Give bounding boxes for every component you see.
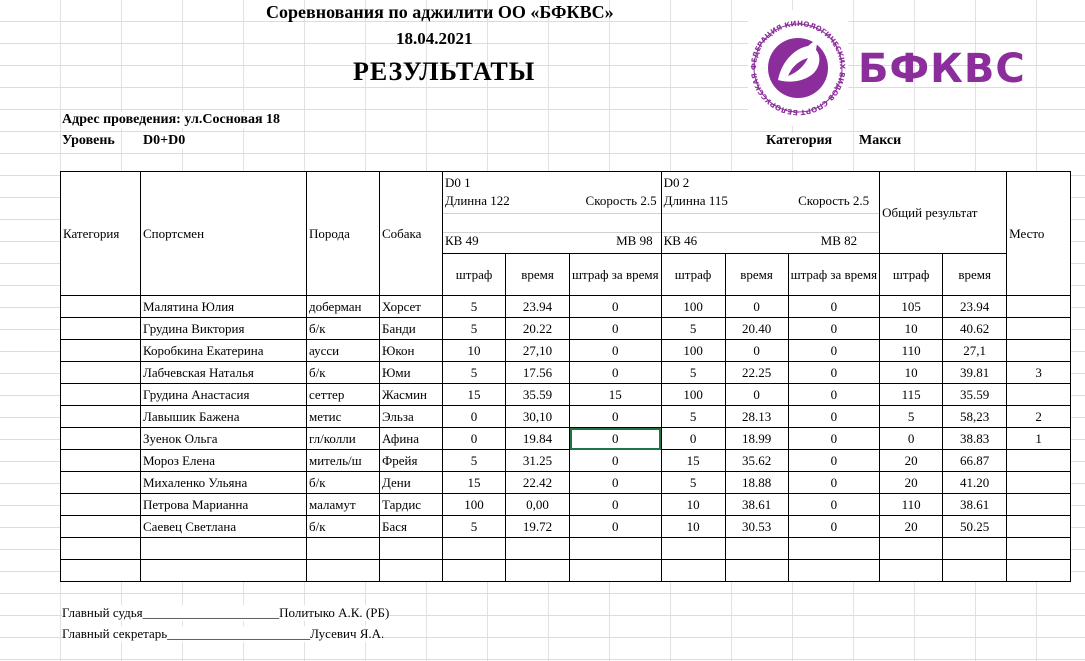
cell-total-penalty[interactable]: 5 — [880, 406, 943, 428]
table-row — [61, 296, 1071, 318]
cell-total-time[interactable]: 38.83 — [943, 428, 1007, 450]
header-run2-time: время — [725, 254, 788, 296]
header-total: Общий результат — [880, 172, 1007, 254]
cell-place[interactable] — [1007, 340, 1071, 362]
cell-total-penalty[interactable]: 115 — [880, 384, 943, 406]
cell-place[interactable] — [1007, 384, 1071, 406]
cell-run2-penalty[interactable]: 100 — [661, 384, 725, 406]
cell-run2-time-penalty[interactable]: 0 — [788, 296, 880, 318]
cell-run2-time[interactable]: 18.88 — [725, 472, 788, 494]
table-row — [61, 428, 1071, 450]
cell-total-time[interactable]: 38.61 — [943, 494, 1007, 516]
cell-run1-penalty[interactable]: 100 — [443, 494, 506, 516]
cell-run2-penalty[interactable]: 5 — [661, 318, 725, 340]
header-athlete: Спортсмен — [141, 172, 307, 296]
cell-dog[interactable]: Тардис — [380, 494, 443, 516]
cell-athlete[interactable]: Коробкина Екатерина — [141, 340, 307, 362]
cell-total-penalty[interactable]: 0 — [880, 428, 943, 450]
cell-breed[interactable]: маламут — [307, 494, 380, 516]
cell-category[interactable] — [61, 318, 141, 340]
cell-run2-penalty[interactable]: 5 — [661, 362, 725, 384]
logo-ring-text: БЕЛОРУССКАЯ ФЕДЕРАЦИЯ КИНОЛОГИЧЕСКИХ ВИДОВ СПОРТ — [748, 18, 848, 118]
cell-place[interactable] — [1007, 516, 1071, 538]
cell-run1-time[interactable]: 23.94 — [506, 296, 570, 318]
header-run1-penalty: штраф — [443, 254, 506, 296]
cell-category[interactable] — [61, 472, 141, 494]
cell-category[interactable] — [61, 296, 141, 318]
cell-category[interactable] — [61, 450, 141, 472]
run1-speed: Скорость 2.5 — [585, 193, 657, 208]
cell-run1-penalty[interactable]: 15 — [443, 384, 506, 406]
cell-run1-time[interactable]: 31.25 — [506, 450, 570, 472]
cell-athlete[interactable]: Михаленко Ульяна — [141, 472, 307, 494]
cell-athlete[interactable]: Саевец Светлана — [141, 516, 307, 538]
cell-place[interactable] — [1007, 296, 1071, 318]
run1-title: D0 1 — [445, 175, 471, 190]
cell-category[interactable] — [61, 516, 141, 538]
cell-run2-penalty[interactable]: 100 — [661, 296, 725, 318]
cell-run2-time-penalty[interactable] — [788, 538, 880, 560]
cell-run2-time-penalty[interactable]: 0 — [788, 384, 880, 406]
cell-breed[interactable]: аусси — [307, 340, 380, 362]
cell-total-time[interactable]: 50.25 — [943, 516, 1007, 538]
cell-run2-time-penalty[interactable]: 0 — [788, 494, 880, 516]
cell-athlete[interactable]: Зуенок Ольга — [141, 428, 307, 450]
competition-title: Соревнования по аджилити ОО «БФКВС» — [266, 2, 614, 22]
cell-category[interactable] — [61, 362, 141, 384]
chief-judge: Главный судья_____________________Политыко А.К. (РБ) — [62, 605, 390, 620]
cell-run2-penalty[interactable]: 5 — [661, 472, 725, 494]
run1-kv: КВ 49 — [445, 233, 479, 248]
cell-run1-time-penalty[interactable]: 0 — [570, 516, 662, 538]
header-total-penalty: штраф — [880, 254, 943, 296]
cell-breed[interactable]: б/к — [307, 472, 380, 494]
cell-athlete[interactable]: Лабчевская Наталья — [141, 362, 307, 384]
cell-total-time[interactable]: 27,1 — [943, 340, 1007, 362]
cell-total-time[interactable]: 66.87 — [943, 450, 1007, 472]
cell-total-penalty[interactable]: 10 — [880, 318, 943, 340]
cell-athlete[interactable] — [141, 538, 307, 560]
cell-total-penalty[interactable] — [880, 538, 943, 560]
cell-run2-penalty[interactable]: 0 — [661, 428, 725, 450]
header-place: Место — [1007, 172, 1071, 296]
cell-run2-penalty[interactable] — [661, 538, 725, 560]
cell-total-penalty[interactable]: 20 — [880, 472, 943, 494]
cell-run1-time[interactable]: 20.22 — [506, 318, 570, 340]
cell-athlete[interactable]: Грудина Виктория — [141, 318, 307, 340]
cell-dog[interactable] — [380, 560, 443, 582]
cell-total-penalty[interactable]: 10 — [880, 362, 943, 384]
cell-category[interactable] — [61, 384, 141, 406]
cell-run1-time-penalty[interactable]: 0 — [570, 318, 662, 340]
cell-athlete[interactable]: Малятина Юлия — [141, 296, 307, 318]
cell-dog[interactable]: Жасмин — [380, 384, 443, 406]
table-row — [61, 560, 1071, 582]
cell-category[interactable] — [61, 494, 141, 516]
cell-run1-time[interactable]: 35.59 — [506, 384, 570, 406]
cell-run1-penalty[interactable] — [443, 538, 506, 560]
cell-place[interactable] — [1007, 450, 1071, 472]
level-value: D0+D0 — [143, 133, 186, 148]
cell-breed[interactable]: б/к — [307, 362, 380, 384]
venue-address: Адрес проведения: ул.Сосновая 18 — [62, 112, 281, 127]
cell-total-time[interactable] — [943, 538, 1007, 560]
cell-dog[interactable]: Бася — [380, 516, 443, 538]
cell-run1-time[interactable]: 27,10 — [506, 340, 570, 362]
cell-run2-penalty[interactable]: 100 — [661, 340, 725, 362]
cell-dog[interactable]: Хорсет — [380, 296, 443, 318]
cell-run2-time-penalty[interactable]: 0 — [788, 406, 880, 428]
results-table — [60, 171, 1071, 582]
cell-run2-time[interactable]: 38.61 — [725, 494, 788, 516]
cell-run1-time[interactable]: 30,10 — [506, 406, 570, 428]
cell-total-time[interactable]: 58,23 — [943, 406, 1007, 428]
cell-run2-time[interactable]: 0 — [725, 340, 788, 362]
header-run1-time-penalty: штраф за время — [570, 254, 662, 296]
cell-run1-time-penalty[interactable]: 0 — [570, 428, 662, 450]
cell-run2-penalty[interactable]: 10 — [661, 516, 725, 538]
cell-breed[interactable]: гл/колли — [307, 428, 380, 450]
table-row — [61, 494, 1071, 516]
cell-breed[interactable]: б/к — [307, 516, 380, 538]
cell-run2-time[interactable]: 0 — [725, 384, 788, 406]
cell-total-penalty[interactable] — [880, 560, 943, 582]
cell-place[interactable] — [1007, 538, 1071, 560]
cell-run1-time-penalty[interactable]: 0 — [570, 340, 662, 362]
cell-run2-penalty[interactable] — [661, 560, 725, 582]
category-value: Макси — [859, 133, 902, 148]
cell-place[interactable]: 3 — [1007, 362, 1071, 384]
cell-run2-time-penalty[interactable]: 0 — [788, 472, 880, 494]
cell-run2-penalty[interactable]: 15 — [661, 450, 725, 472]
cell-run1-time[interactable] — [506, 538, 570, 560]
cell-run1-time-penalty[interactable] — [570, 538, 662, 560]
level-label: Уровень — [62, 133, 115, 148]
cell-dog[interactable]: Юми — [380, 362, 443, 384]
cell-run1-time-penalty[interactable]: 15 — [570, 384, 662, 406]
cell-category[interactable] — [61, 340, 141, 362]
cell-place[interactable] — [1007, 318, 1071, 340]
cell-run1-time-penalty[interactable]: 0 — [570, 472, 662, 494]
cell-run1-penalty[interactable]: 5 — [443, 296, 506, 318]
run2-speed: Скорость 2.5 — [798, 193, 870, 208]
table-row — [61, 538, 1071, 560]
cell-run2-time[interactable]: 22.25 — [725, 362, 788, 384]
cell-run2-time[interactable] — [725, 538, 788, 560]
cell-run1-time-penalty[interactable]: 0 — [570, 296, 662, 318]
cell-total-time[interactable] — [943, 560, 1007, 582]
cell-place[interactable]: 1 — [1007, 428, 1071, 450]
cell-run2-time[interactable]: 0 — [725, 296, 788, 318]
cell-run1-time[interactable]: 19.84 — [506, 428, 570, 450]
cell-total-time[interactable]: 23.94 — [943, 296, 1007, 318]
cell-total-penalty[interactable]: 105 — [880, 296, 943, 318]
header-category: Категория — [61, 172, 141, 296]
cell-run2-penalty[interactable]: 5 — [661, 406, 725, 428]
cell-total-penalty[interactable]: 110 — [880, 340, 943, 362]
cell-category[interactable] — [61, 560, 141, 582]
cell-run1-penalty[interactable]: 5 — [443, 516, 506, 538]
cell-run1-time[interactable]: 0,00 — [506, 494, 570, 516]
competition-date: 18.04.2021 — [396, 29, 473, 48]
cell-run2-penalty[interactable]: 10 — [661, 494, 725, 516]
table-row — [61, 450, 1071, 472]
header-run2-penalty: штраф — [661, 254, 725, 296]
cell-category[interactable] — [61, 428, 141, 450]
results-heading: РЕЗУЛЬТАТЫ — [353, 57, 536, 86]
header-run2-time-penalty: штраф за время — [788, 254, 880, 296]
cell-breed[interactable] — [307, 538, 380, 560]
cell-run2-time-penalty[interactable]: 0 — [788, 318, 880, 340]
cell-place[interactable] — [1007, 494, 1071, 516]
table-row — [61, 362, 1071, 384]
cell-dog[interactable]: Афина — [380, 428, 443, 450]
table-row — [61, 384, 1071, 406]
run1-mv: МВ 98 — [616, 233, 653, 248]
cell-dog[interactable] — [380, 538, 443, 560]
run2-length: Длинна 115 — [663, 193, 728, 208]
cell-breed[interactable]: б/к — [307, 318, 380, 340]
cell-run1-penalty[interactable]: 0 — [443, 406, 506, 428]
cell-run2-time[interactable]: 18.99 — [725, 428, 788, 450]
cell-total-penalty[interactable]: 20 — [880, 516, 943, 538]
cell-dog[interactable]: Эльза — [380, 406, 443, 428]
cell-athlete[interactable]: Лавышик Бажена — [141, 406, 307, 428]
cell-athlete[interactable]: Мороз Елена — [141, 450, 307, 472]
cell-run1-penalty[interactable] — [443, 560, 506, 582]
cell-total-time[interactable]: 35.59 — [943, 384, 1007, 406]
run2-mv: МВ 82 — [820, 233, 858, 248]
cell-place[interactable] — [1007, 560, 1071, 582]
cell-run2-time[interactable]: 20.40 — [725, 318, 788, 340]
cell-total-penalty[interactable]: 110 — [880, 494, 943, 516]
logo-name: БФКВС — [858, 46, 1026, 92]
header-run1 — [443, 172, 662, 254]
table-row — [61, 340, 1071, 362]
cell-run1-time[interactable]: 17.56 — [506, 362, 570, 384]
header-dog: Собака — [380, 172, 443, 296]
cell-run2-time-penalty[interactable] — [788, 560, 880, 582]
cell-breed[interactable]: метис — [307, 406, 380, 428]
run2-kv: КВ 46 — [663, 233, 698, 248]
cell-place[interactable] — [1007, 472, 1071, 494]
cell-run2-time-penalty[interactable]: 0 — [788, 340, 880, 362]
cell-breed[interactable]: митель/ш — [307, 450, 380, 472]
cell-run1-penalty[interactable]: 5 — [443, 362, 506, 384]
header-total-time: время — [943, 254, 1007, 296]
cell-run2-time-penalty[interactable]: 0 — [788, 428, 880, 450]
cell-run2-time-penalty[interactable]: 0 — [788, 450, 880, 472]
cell-run1-time-penalty[interactable]: 0 — [570, 494, 662, 516]
cell-run1-time-penalty[interactable]: 0 — [570, 362, 662, 384]
cell-run1-time-penalty[interactable]: 0 — [570, 406, 662, 428]
run1-length: Длинна 122 — [445, 193, 510, 208]
header-run1-time: время — [506, 254, 570, 296]
cell-total-time[interactable]: 40.62 — [943, 318, 1007, 340]
run2-title: D0 2 — [663, 175, 690, 190]
cell-breed[interactable]: доберман — [307, 296, 380, 318]
header-breed: Порода — [307, 172, 380, 296]
cell-breed[interactable] — [307, 560, 380, 582]
cell-run1-time[interactable]: 22.42 — [506, 472, 570, 494]
cell-breed[interactable]: сеттер — [307, 384, 380, 406]
cell-dog[interactable]: Фрейя — [380, 450, 443, 472]
cell-run1-time-penalty[interactable] — [570, 560, 662, 582]
cell-run1-penalty[interactable]: 15 — [443, 472, 506, 494]
federation-logo-emblem — [748, 10, 848, 126]
cell-run2-time[interactable]: 28.13 — [725, 406, 788, 428]
cell-dog[interactable]: Дени — [380, 472, 443, 494]
cell-run2-time-penalty[interactable]: 0 — [788, 362, 880, 384]
header-run2 — [661, 172, 880, 254]
table-row — [61, 472, 1071, 494]
cell-run1-penalty[interactable]: 5 — [443, 318, 506, 340]
table-row — [61, 318, 1071, 340]
cell-total-penalty[interactable]: 20 — [880, 450, 943, 472]
cell-category[interactable] — [61, 406, 141, 428]
cell-total-time[interactable]: 39.81 — [943, 362, 1007, 384]
cell-run1-penalty[interactable]: 5 — [443, 450, 506, 472]
cell-category[interactable] — [61, 538, 141, 560]
cell-run1-penalty[interactable]: 0 — [443, 428, 506, 450]
cell-run1-time[interactable]: 19.72 — [506, 516, 570, 538]
cell-total-time[interactable]: 41.20 — [943, 472, 1007, 494]
cell-athlete[interactable] — [141, 560, 307, 582]
cell-athlete[interactable]: Петрова Марианна — [141, 494, 307, 516]
cell-run1-time-penalty[interactable]: 0 — [570, 450, 662, 472]
cell-run2-time[interactable]: 35.62 — [725, 450, 788, 472]
chief-secretary: Главный секретарь______________________Лусевич Я.А. — [62, 626, 385, 641]
table-row — [61, 516, 1071, 538]
table-row — [61, 406, 1071, 428]
cell-run2-time[interactable]: 30.53 — [725, 516, 788, 538]
category-label: Категория — [766, 133, 833, 148]
cell-dog[interactable]: Юкон — [380, 340, 443, 362]
cell-run1-penalty[interactable]: 10 — [443, 340, 506, 362]
cell-athlete[interactable]: Грудина Анастасия — [141, 384, 307, 406]
cell-place[interactable]: 2 — [1007, 406, 1071, 428]
cell-run1-time[interactable] — [506, 560, 570, 582]
cell-run2-time[interactable] — [725, 560, 788, 582]
cell-dog[interactable]: Банди — [380, 318, 443, 340]
cell-run2-time-penalty[interactable]: 0 — [788, 516, 880, 538]
